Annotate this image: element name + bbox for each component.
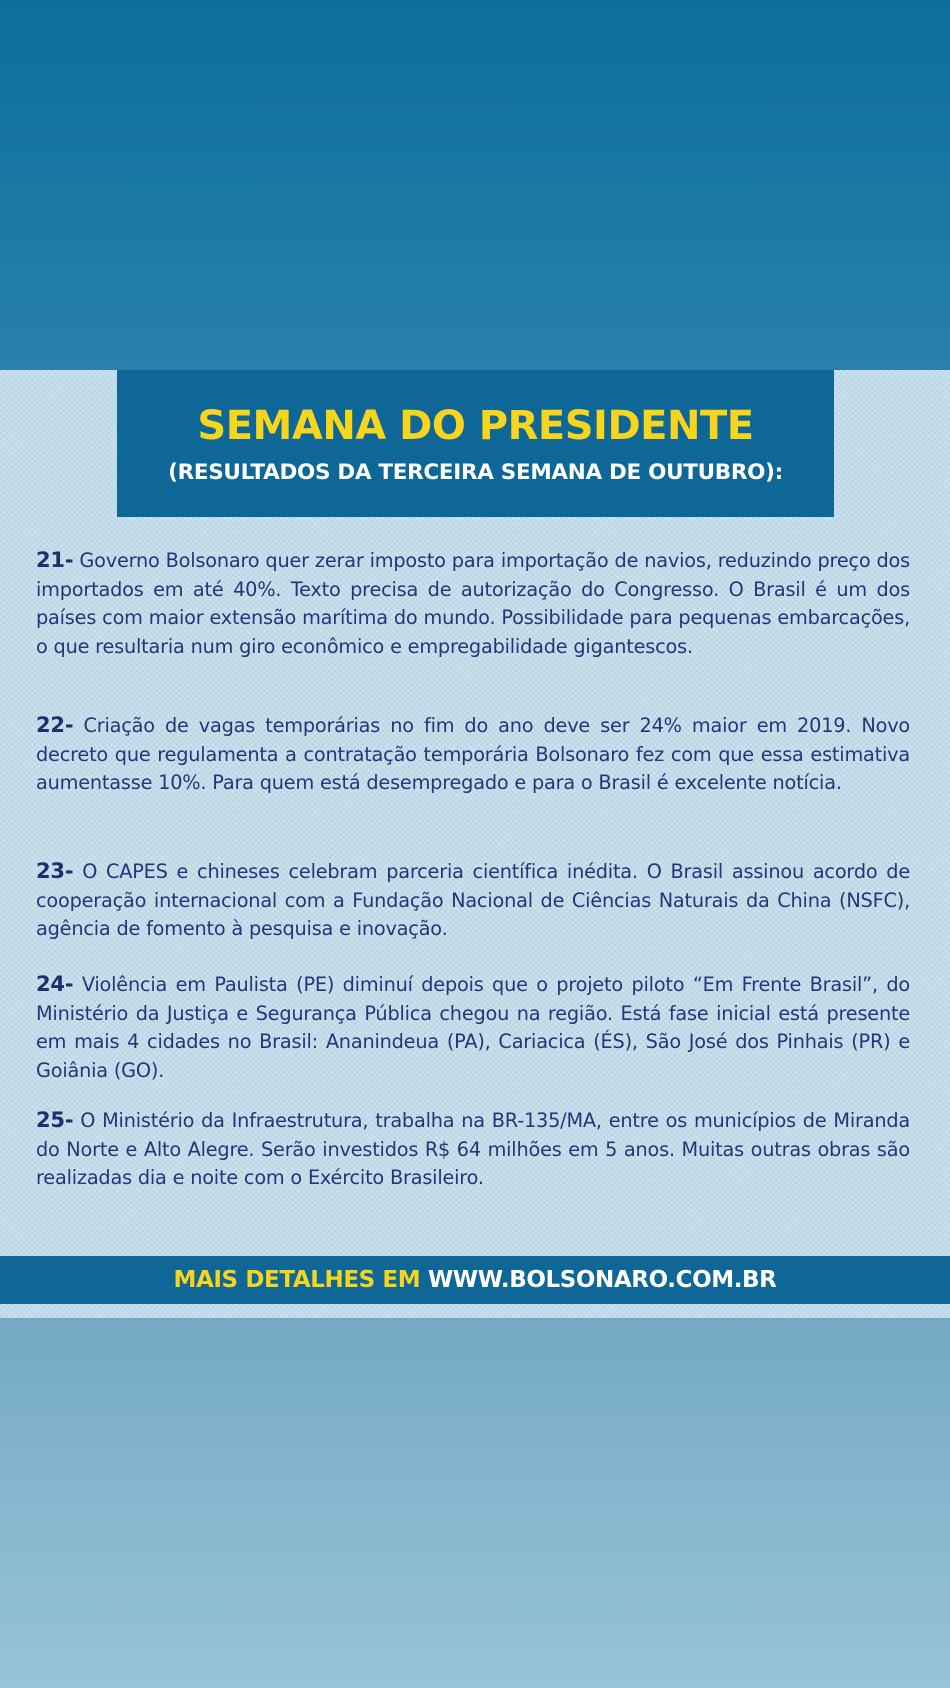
item-number: 24-	[36, 972, 74, 996]
list-item-22	[36, 711, 910, 798]
list-item-23	[36, 857, 910, 944]
item-number: 23-	[36, 859, 74, 883]
footer-text	[0, 1264, 950, 1296]
top-background-band	[0, 0, 950, 370]
footer-prefix: MAIS DETALHES EM	[173, 1267, 421, 1293]
item-number: 21-	[36, 548, 74, 572]
item-text: Criação de vagas temporárias no fim do ano deve ser 24% maior em 2019. Novo decreto que regulamenta a contratação temporária Bolsonaro fez com que essa estimativa aumentasse 10%. Para quem está desempregado e para o Brasil é excelente notícia.	[36, 714, 910, 794]
page-subtitle: (RESULTADOS DA TERCEIRA SEMANA DE OUTUBRO):	[168, 460, 783, 485]
item-text: Governo Bolsonaro quer zerar imposto para importação de navios, reduzindo preço dos importados em até 40%. Texto precisa de autorização do Congresso. O Brasil é um dos países com maior extensão marítima do mundo. Possibilidade para pequenas embarcações, o que resultaria num giro econômico e empregabilidade gigantescos.	[36, 549, 910, 658]
list-item-21	[36, 546, 910, 661]
item-number: 25-	[36, 1108, 74, 1132]
footer-banner	[0, 1256, 950, 1304]
footer-url-link[interactable]: WWW.BOLSONARO.COM.BR	[427, 1267, 777, 1293]
list-item-25	[36, 1106, 910, 1193]
list-item-24	[36, 970, 910, 1085]
item-text: Violência em Paulista (PE) diminuí depois que o projeto piloto “Em Frente Brasil”, do Ministério da Justiça e Segurança Pública chegou na região. Está fase inicial está presente em mais 4 cidades no Brasil: Ananindeua (PA), Cariacica (ÉS), São José dos Pinhais (PR) e Goiânia (GO).	[36, 973, 910, 1082]
title-banner	[117, 370, 834, 517]
bottom-background-band	[0, 1318, 950, 1688]
item-text: O Ministério da Infraestrutura, trabalha na BR-135/MA, entre os municípios de Miranda do Norte e Alto Alegre. Serão investidos R$ 64 milhões em 5 anos. Muitas outras obras são realizadas dia e noite com o Exército Brasileiro.	[36, 1109, 910, 1189]
page-title: SEMANA DO PRESIDENTE	[197, 403, 754, 449]
item-text: O CAPES e chineses celebram parceria científica inédita. O Brasil assinou acordo de cooperação internacional com a Fundação Nacional de Ciências Naturais da China (NSFC), agência de fomento à pesquisa e inovação.	[36, 860, 910, 940]
item-number: 22-	[36, 713, 74, 737]
